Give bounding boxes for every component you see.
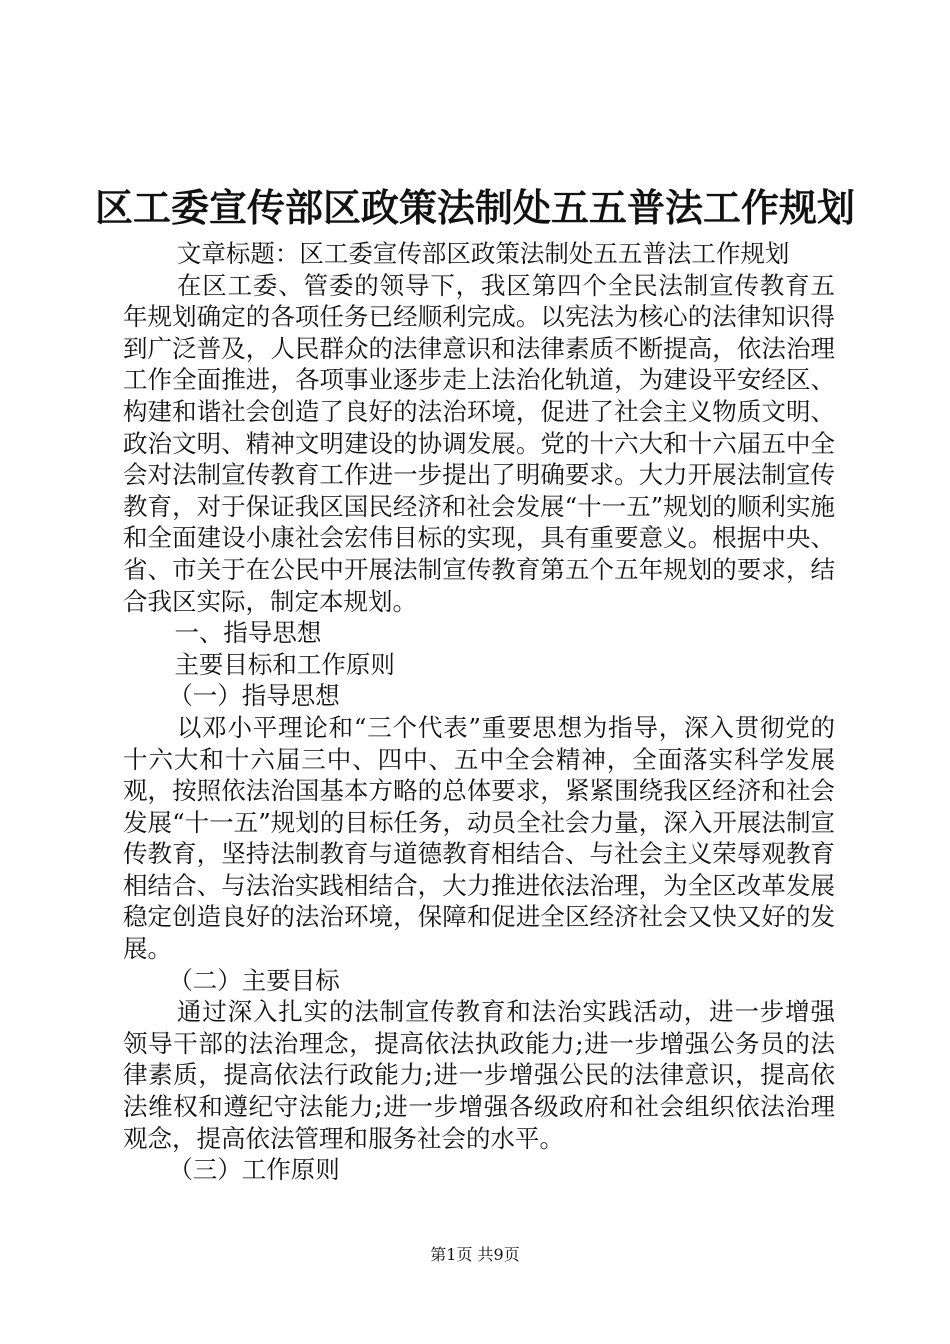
document-body xyxy=(123,238,835,1186)
subsection-heading-2: （二）主要目标 xyxy=(168,965,340,995)
article-title-line: 文章标题：区工委宣传部区政策法制处五五普法工作规划 xyxy=(176,239,790,268)
subsection-heading-1: （一）指导思想 xyxy=(168,681,340,711)
page-number-footer: 第1页 共9页 xyxy=(430,1245,520,1264)
document-title: 区工委宣传部区政策法制处五五普法工作规划 xyxy=(94,185,855,230)
section-heading-guiding-thought: 一、指导思想 xyxy=(174,618,322,648)
intro-paragraph: 在区工委、管委的领导下，我区第四个全民法制宣传教育五年规划确定的各项任务已经顺利完成。以宪法为核心的法律知识得到广泛普及，人民群众的法律意识和法律素质不断提高，依法治理工作全面推进，各项事业逐步走上法治化轨道，为建设平安经区、构建和谐社会创造了良好的法治环境，促进了社会主义物质文明、政治文明、精神文明建设的协调发展。党的十六大和十六届五中全会对法制宣传教育工作进一步提出了明确要求。大力开展法制宣传教育，对于保证我区国民经济和社会发展“十一五”规划的顺利实施和全面建设小康社会宏伟目标的实现，具有重要意义。根据中央、省、市关于在公民中开展法制宣传教育第五个五年规划的要求，结合我区实际，制定本规划。 xyxy=(123,270,835,616)
main-goals-paragraph: 通过深入扎实的法制宣传教育和法治实践活动，进一步增强领导干部的法治理念，提高依法执政能力;进一步增强公务员的法律素质，提高依法行政能力;进一步增强公民的法律意识，提高依法维权和遵纪守法能力;进一步增强各级政府和社会组织依法治理观念，提高依法管理和服务社会的水平。 xyxy=(123,997,835,1153)
section-heading-goals-principles: 主要目标和工作原则 xyxy=(174,649,395,679)
subsection-heading-3: （三）工作原则 xyxy=(168,1155,340,1185)
guiding-thought-paragraph: 以邓小平理论和“三个代表”重要思想为指导，深入贯彻党的十六大和十六届三中、四中、五中全会精神，全面落实科学发展观，按照依法治国基本方略的总体要求，紧紧围绕我区经济和社会发展“十一五”规划的目标任务，动员全社会力量，深入开展法制宣传教育，坚持法制教育与道德教育相结合、与社会主义荣辱观教育相结合、与法治实践相结合，大力推进依法治理，为全区改革发展稳定创造良好的法治环境，保障和促进全区经济社会又快又好的发展。 xyxy=(123,712,835,964)
